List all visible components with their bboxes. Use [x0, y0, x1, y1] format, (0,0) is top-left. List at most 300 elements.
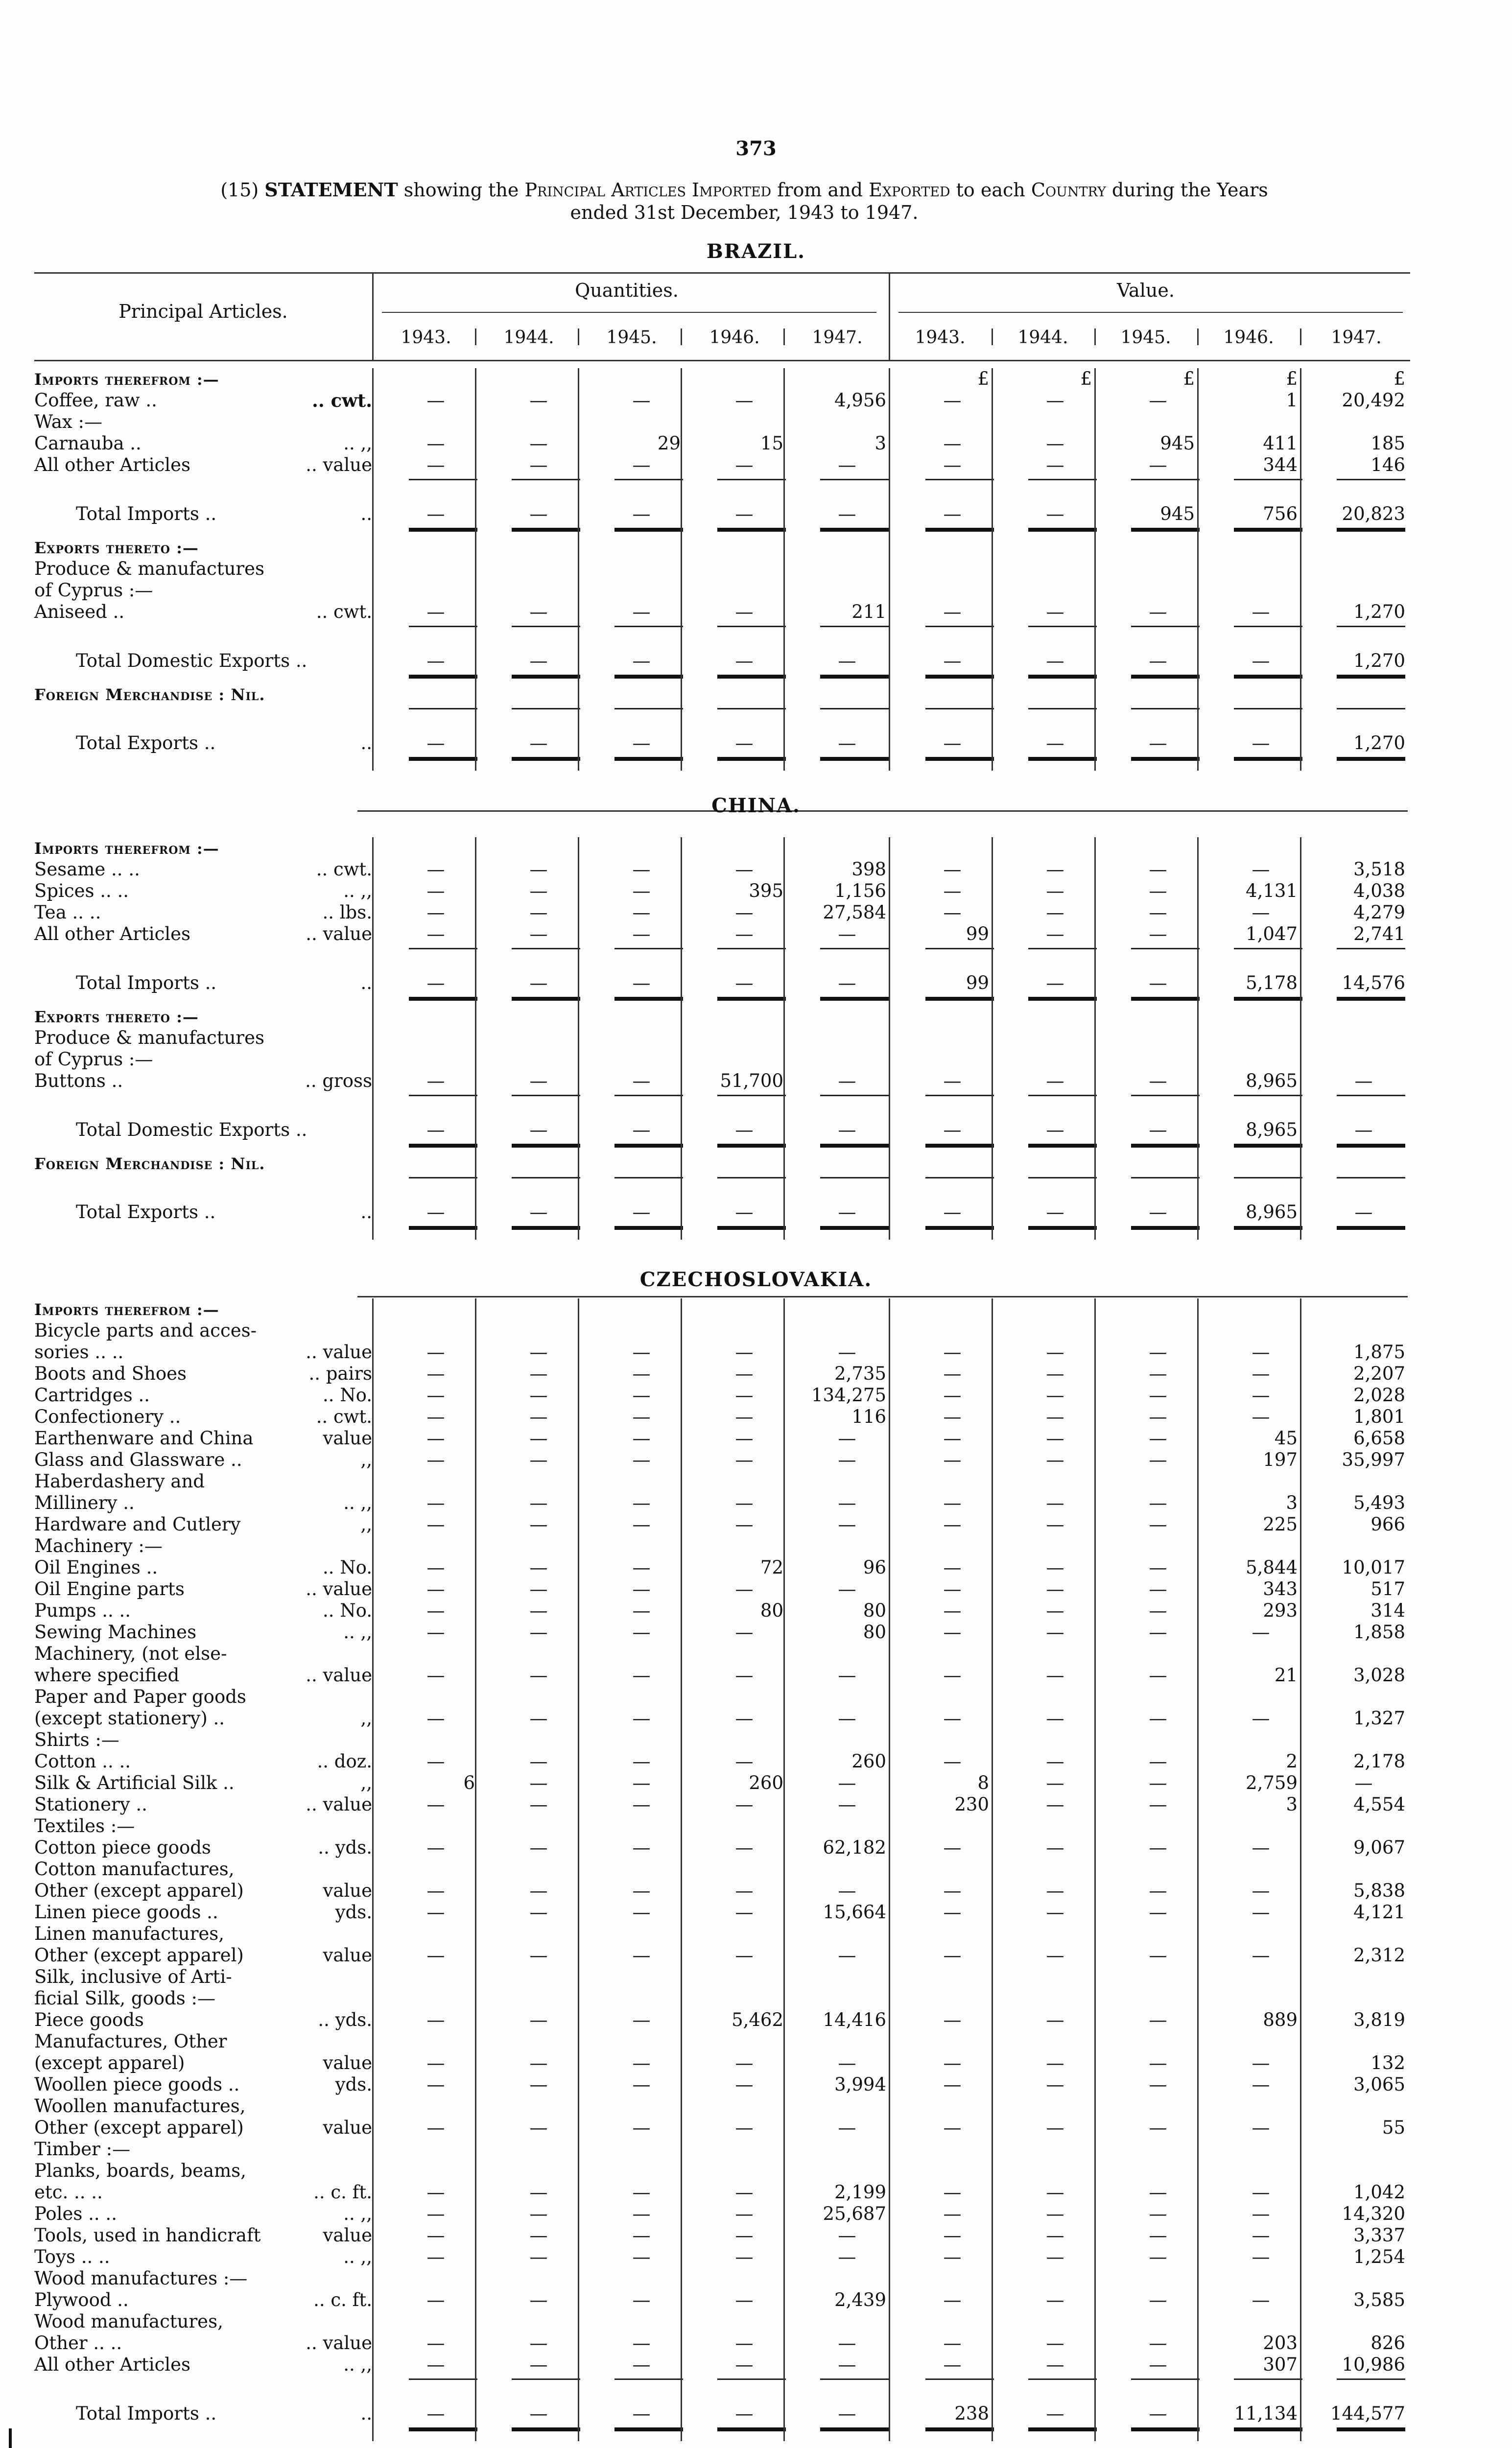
table-cell: —: [735, 1622, 754, 1643]
table-cell: 80: [863, 1622, 886, 1643]
table-cell: —: [1046, 1708, 1064, 1729]
year-header-4: 1947.: [812, 328, 863, 348]
row-unit: .. ,,: [343, 2203, 372, 2224]
table-cell: 2,439: [834, 2289, 886, 2310]
row-label: Earthenware and China value: [34, 1428, 372, 1449]
table-cell: 99: [966, 972, 989, 993]
table-cell: —: [943, 1449, 962, 1470]
table-row: [34, 1428, 1410, 1449]
table-row: [34, 1772, 1410, 1794]
table-cell: 238: [954, 2403, 989, 2424]
table-cell: —: [426, 880, 445, 901]
table-cell: 25,687: [823, 2203, 886, 2224]
table-cell: —: [1046, 1902, 1064, 1923]
table-cell: —: [735, 1665, 754, 1686]
table-cell: 3: [1286, 1492, 1298, 1513]
table-cell: —: [529, 1772, 548, 1793]
table-row: [34, 1945, 1410, 1966]
table-cell: —: [838, 2332, 856, 2354]
table-cell: —: [943, 859, 962, 880]
table-cell: —: [426, 902, 445, 923]
table-cell: —: [1046, 1751, 1064, 1772]
table-cell: —: [943, 2354, 962, 2375]
table-cell: 1,254: [1353, 2246, 1405, 2267]
table-row: [34, 1837, 1410, 1859]
row-unit: .. No.: [322, 1385, 372, 1406]
table-cell: —: [426, 2009, 445, 2030]
row-unit: .. value: [306, 1342, 372, 1363]
table-cell: —: [838, 1070, 856, 1091]
table-cell: —: [426, 1385, 445, 1406]
table-cell: —: [1149, 1794, 1167, 1815]
table-cell: 10,986: [1342, 2354, 1405, 2375]
row-label: Carnauba .. .. ,,: [34, 433, 372, 454]
table-cell: 20,823: [1342, 503, 1405, 524]
table-cell: 62,182: [823, 1837, 886, 1858]
table-cell: —: [426, 1342, 445, 1363]
row-unit: value: [323, 1945, 372, 1966]
table-cell: —: [426, 1902, 445, 1923]
table-cell: —: [529, 1449, 548, 1470]
row-label: Boots and Shoes .. pairs: [34, 1363, 372, 1384]
table-cell: —: [943, 1945, 962, 1966]
table-cell: 2,207: [1353, 1363, 1405, 1384]
table-cell: —: [426, 1406, 445, 1427]
year-header-7: 1945.: [1120, 328, 1171, 348]
total-row: [34, 1201, 1410, 1223]
table-cell: —: [1046, 923, 1064, 944]
row-label: Timber :—: [34, 2139, 131, 2160]
quantities-header: Quantities.: [575, 280, 679, 301]
row-label: Confectionery .. .. cwt.: [34, 1406, 372, 1427]
table-cell: —: [632, 923, 651, 944]
table-cell: —: [1149, 972, 1167, 993]
table-cell: —: [1149, 1880, 1167, 1901]
row-unit: ,,: [360, 1708, 372, 1729]
row-label: Silk & Artificial Silk .. ,,: [34, 1772, 372, 1793]
table-cell: —: [426, 2182, 445, 2203]
table-row: [34, 1708, 1410, 1729]
table-cell: —: [426, 650, 445, 671]
table-cell: —: [632, 1708, 651, 1729]
table-cell: 1,801: [1353, 1406, 1405, 1427]
table-cell: —: [1046, 1514, 1064, 1535]
table-cell: —: [735, 1708, 754, 1729]
table-cell: —: [426, 2203, 445, 2224]
table-cell: 203: [1263, 2332, 1298, 2354]
table-cell: 1,047: [1246, 923, 1298, 944]
table-cell: —: [838, 2117, 856, 2138]
table-row: [34, 1578, 1410, 1600]
table-cell: —: [529, 1428, 548, 1449]
table-cell: —: [1046, 1385, 1064, 1406]
table-cell: —: [1046, 2403, 1064, 2424]
table-cell: —: [1252, 2225, 1270, 2246]
table-cell: —: [1149, 1557, 1167, 1578]
table-cell: 3: [1286, 1794, 1298, 1815]
row-unit: .. value: [306, 1578, 372, 1600]
table-cell: —: [735, 503, 754, 524]
table-cell: —: [838, 1772, 856, 1793]
table-cell: 1,270: [1353, 650, 1405, 671]
table-cell: —: [426, 2117, 445, 2138]
table-row: [34, 368, 1410, 390]
table-cell: —: [529, 1119, 548, 1140]
row-unit: .. No.: [322, 1600, 372, 1621]
row-label: Stationery .. .. value: [34, 1794, 372, 1815]
table-cell: 55: [1382, 2117, 1405, 2138]
table-cell: 211: [851, 601, 886, 622]
table-cell: —: [529, 1751, 548, 1772]
row-label: Spices .. .. .. ,,: [34, 880, 372, 901]
table-cell: —: [426, 1665, 445, 1686]
table-cell: 1,042: [1353, 2182, 1405, 2203]
table-cell: —: [529, 650, 548, 671]
table-cell: —: [529, 2182, 548, 2203]
table-cell: —: [632, 2117, 651, 2138]
table-cell: —: [1046, 1406, 1064, 1427]
table-cell: —: [1046, 2117, 1064, 2138]
table-cell: —: [943, 2289, 962, 2310]
table-cell: —: [735, 1406, 754, 1427]
table-row: [34, 837, 1410, 859]
row-unit: .. gross: [305, 1070, 372, 1091]
table-cell: —: [1252, 732, 1270, 753]
table-cell: —: [529, 2009, 548, 2030]
table-cell: —: [529, 1622, 548, 1643]
table-cell: —: [529, 503, 548, 524]
table-cell: 2,759: [1246, 1772, 1298, 1793]
table-cell: —: [838, 454, 856, 475]
table-cell: —: [632, 601, 651, 622]
table-cell: 10,017: [1342, 1557, 1405, 1578]
table-cell: 8,965: [1246, 1070, 1298, 1091]
table-cell: —: [735, 2403, 754, 2424]
table-cell: —: [943, 454, 962, 475]
table-cell: —: [1149, 1428, 1167, 1449]
table-cell: 5,493: [1353, 1492, 1405, 1513]
table-cell: —: [632, 2246, 651, 2267]
table-cell: 3,585: [1353, 2289, 1405, 2310]
table-cell: —: [529, 1902, 548, 1923]
table-cell: —: [529, 2117, 548, 2138]
table-cell: —: [838, 503, 856, 524]
table-cell: —: [1149, 2403, 1167, 2424]
table-cell: —: [1046, 2246, 1064, 2267]
table-cell: —: [632, 1902, 651, 1923]
row-label: Coffee, raw .. .. cwt.: [34, 390, 372, 411]
table-cell: —: [1046, 650, 1064, 671]
row-label: Sewing Machines .. ,,: [34, 1622, 372, 1643]
table-cell: —: [529, 2332, 548, 2354]
table-cell: —: [1046, 2052, 1064, 2073]
table-row: [34, 1153, 1410, 1174]
statement-title: [69, 179, 1420, 224]
table-cell: —: [426, 1622, 445, 1643]
table-cell: —: [1252, 1708, 1270, 1729]
row-label: Silk, inclusive of Arti-: [34, 1966, 232, 1987]
table-cell: £: [1080, 368, 1092, 389]
table-cell: 225: [1263, 1514, 1298, 1535]
table-cell: 2,028: [1353, 1385, 1405, 1406]
scan-margin-mark: [9, 2428, 12, 2448]
row-unit: .. No.: [322, 1557, 372, 1578]
row-unit: .. cwt.: [316, 601, 372, 622]
total-row: [34, 650, 1410, 672]
table-cell: —: [1252, 650, 1270, 671]
table-cell: —: [1046, 2225, 1064, 2246]
table-cell: —: [426, 503, 445, 524]
table-cell: —: [1149, 1772, 1167, 1793]
table-cell: —: [426, 2074, 445, 2095]
table-cell: —: [735, 1363, 754, 1384]
table-cell: —: [1046, 1837, 1064, 1858]
table-cell: —: [529, 2203, 548, 2224]
table-cell: 1,156: [834, 880, 886, 901]
table-cell: —: [1149, 2354, 1167, 2375]
row-label: Total Exports .. ..: [76, 1201, 372, 1223]
table-cell: —: [529, 1665, 548, 1686]
table-row: [34, 1514, 1410, 1535]
table-cell: —: [735, 2052, 754, 2073]
row-label: Cartridges .. .. No.: [34, 1385, 372, 1406]
table-cell: —: [838, 650, 856, 671]
table-cell: —: [838, 1449, 856, 1470]
table-cell: —: [735, 1428, 754, 1449]
table-row: [34, 390, 1410, 411]
table-cell: 96: [863, 1557, 886, 1578]
table-cell: —: [735, 1119, 754, 1140]
row-unit: .. c. ft.: [313, 2182, 372, 2203]
total-row: [34, 503, 1410, 525]
table-cell: —: [529, 972, 548, 993]
table-cell: —: [529, 859, 548, 880]
table-cell: 3,994: [834, 2074, 886, 2095]
table-cell: 2,178: [1353, 1751, 1405, 1772]
table-cell: 2,312: [1353, 1945, 1405, 1966]
table-cell: —: [943, 1342, 962, 1363]
table-cell: —: [735, 1385, 754, 1406]
table-cell: —: [529, 880, 548, 901]
table-cell: —: [735, 1201, 754, 1223]
table-row: [34, 859, 1410, 880]
table-cell: 4,279: [1353, 902, 1405, 923]
row-label: Piece goods .. yds.: [34, 2009, 372, 2030]
table-row: [34, 1027, 1410, 1049]
table-cell: —: [1149, 1070, 1167, 1091]
table-cell: —: [632, 1342, 651, 1363]
row-label: of Cyprus :—: [34, 580, 153, 601]
row-unit: .. value: [306, 923, 372, 944]
table-cell: —: [426, 1119, 445, 1140]
table-cell: —: [529, 1385, 548, 1406]
table-cell: —: [1149, 1751, 1167, 1772]
table-cell: —: [529, 2403, 548, 2424]
table-cell: 314: [1370, 1600, 1405, 1621]
table-row: [34, 1794, 1410, 1815]
table-cell: —: [632, 1600, 651, 1621]
row-label: Shirts :—: [34, 1729, 119, 1750]
table-cell: —: [632, 1751, 651, 1772]
table-cell: £: [977, 368, 989, 389]
table-cell: —: [426, 1751, 445, 1772]
table-cell: —: [943, 601, 962, 622]
table-row: [34, 411, 1410, 433]
table-cell: —: [632, 1622, 651, 1643]
row-label: Foreign Merchandise : Nil.: [34, 685, 265, 704]
table-cell: —: [426, 732, 445, 753]
row-unit: .. ,,: [343, 2354, 372, 2375]
row-label: Planks, boards, beams,: [34, 2160, 246, 2181]
table-cell: —: [1354, 1070, 1373, 1091]
row-label: Aniseed .. .. cwt.: [34, 601, 372, 622]
table-cell: —: [1252, 2052, 1270, 2073]
table-cell: 260: [851, 1751, 886, 1772]
row-label: Produce & manufactures: [34, 1027, 264, 1048]
table-cell: —: [1252, 1622, 1270, 1643]
table-row: [34, 2225, 1410, 2246]
table-cell: 29: [657, 433, 681, 454]
row-unit: .. ,,: [343, 433, 372, 454]
row-label: Machinery :—: [34, 1535, 163, 1556]
table-cell: —: [735, 2203, 754, 2224]
row-unit: .. value: [306, 1665, 372, 1686]
row-unit: .. ,,: [343, 1492, 372, 1513]
table-cell: —: [632, 1665, 651, 1686]
table-cell: —: [529, 1708, 548, 1729]
row-label: Wood manufactures :—: [34, 2268, 248, 2289]
table-cell: —: [1046, 1119, 1064, 1140]
table-cell: 185: [1370, 433, 1405, 454]
row-label: Poles .. .. .. ,,: [34, 2203, 372, 2224]
table-cell: 4,956: [834, 390, 886, 411]
table-cell: —: [735, 2332, 754, 2354]
table-row: [34, 2095, 1410, 2117]
table-cell: —: [1149, 880, 1167, 901]
table-row: [34, 1535, 1410, 1557]
table-cell: —: [426, 1363, 445, 1384]
table-cell: —: [838, 1794, 856, 1815]
table-cell: 4,121: [1353, 1902, 1405, 1923]
table-cell: —: [943, 2246, 962, 2267]
table-cell: —: [1046, 2332, 1064, 2354]
table-cell: 1: [1286, 390, 1298, 411]
table-row: [34, 1988, 1410, 2009]
table-cell: 1,858: [1353, 1622, 1405, 1643]
row-label: Total Imports .. ..: [76, 972, 372, 993]
table-cell: 8,965: [1246, 1119, 1298, 1140]
table-cell: —: [943, 503, 962, 524]
row-label: Glass and Glassware .. ,,: [34, 1449, 372, 1470]
table-cell: 132: [1370, 2052, 1405, 2073]
column-header: [34, 272, 1410, 361]
page-number: 373: [735, 137, 777, 160]
table-cell: 134,275: [811, 1385, 886, 1406]
row-label: Toys .. .. .. ,,: [34, 2246, 372, 2267]
row-label: Buttons .. .. gross: [34, 1070, 372, 1091]
table-cell: —: [1252, 859, 1270, 880]
table-cell: —: [735, 1945, 754, 1966]
table-cell: —: [838, 972, 856, 993]
table-cell: —: [529, 390, 548, 411]
principal-articles-header: Principal Articles.: [118, 301, 288, 322]
table-cell: —: [735, 650, 754, 671]
year-header-0: 1943.: [401, 328, 451, 348]
table-cell: —: [735, 923, 754, 944]
row-label: of Cyprus :—: [34, 1049, 153, 1070]
table-cell: —: [1046, 2009, 1064, 2030]
table-cell: —: [529, 1945, 548, 1966]
row-unit: .. pairs: [308, 1363, 372, 1384]
row-unit: .. value: [306, 1794, 372, 1815]
table-cell: —: [735, 1449, 754, 1470]
row-label: Machinery, (not else-: [34, 1643, 227, 1664]
row-label: Bicycle parts and acces-: [34, 1320, 257, 1341]
table-cell: —: [529, 2225, 548, 2246]
table-cell: —: [1252, 2117, 1270, 2138]
table-cell: —: [1046, 2203, 1064, 2224]
row-label: (except stationery) .. ,,: [34, 1708, 372, 1729]
table-cell: —: [632, 732, 651, 753]
table-cell: 1,327: [1353, 1708, 1405, 1729]
table-row: [34, 1880, 1410, 1902]
row-label: Produce & manufactures: [34, 558, 264, 579]
row-label: Total Imports .. ..: [76, 503, 372, 524]
table-cell: —: [735, 972, 754, 993]
country-heading-china: CHINA.: [711, 794, 801, 817]
table-cell: —: [1149, 902, 1167, 923]
row-label: Oil Engines .. .. No.: [34, 1557, 372, 1578]
table-cell: —: [943, 1201, 962, 1223]
table-cell: 35,997: [1342, 1449, 1405, 1470]
table-cell: —: [943, 1385, 962, 1406]
table-cell: —: [632, 902, 651, 923]
table-row: [34, 1342, 1410, 1363]
table-cell: 343: [1263, 1578, 1298, 1600]
table-cell: —: [735, 601, 754, 622]
table-cell: —: [943, 1578, 962, 1600]
table-cell: —: [529, 1406, 548, 1427]
table-cell: —: [426, 1070, 445, 1091]
table-cell: —: [529, 454, 548, 475]
table-cell: —: [1046, 1945, 1064, 1966]
table-cell: —: [943, 650, 962, 671]
table-cell: 2,741: [1353, 923, 1405, 944]
row-unit: .. ,,: [343, 880, 372, 901]
table-row: [34, 880, 1410, 902]
table-cell: —: [943, 1708, 962, 1729]
table-cell: —: [943, 1665, 962, 1686]
table-cell: —: [838, 2354, 856, 2375]
table-cell: 51,700: [720, 1070, 783, 1091]
table-cell: —: [632, 2403, 651, 2424]
table-cell: —: [426, 1492, 445, 1513]
year-header-1: 1944.: [503, 328, 554, 348]
total-row: [34, 972, 1410, 994]
table-cell: 5,838: [1353, 1880, 1405, 1901]
table-cell: —: [632, 2009, 651, 2030]
table-cell: 14,320: [1342, 2203, 1405, 2224]
row-unit: value: [323, 2225, 372, 2246]
table-cell: —: [1149, 2203, 1167, 2224]
table-cell: —: [426, 2289, 445, 2310]
table-cell: —: [1046, 1070, 1064, 1091]
table-cell: —: [1046, 1342, 1064, 1363]
table-row: [34, 1006, 1410, 1027]
row-label: sories .. .. .. value: [34, 1342, 372, 1363]
row-label: All other Articles .. value: [34, 923, 372, 944]
table-row: [34, 1471, 1410, 1492]
